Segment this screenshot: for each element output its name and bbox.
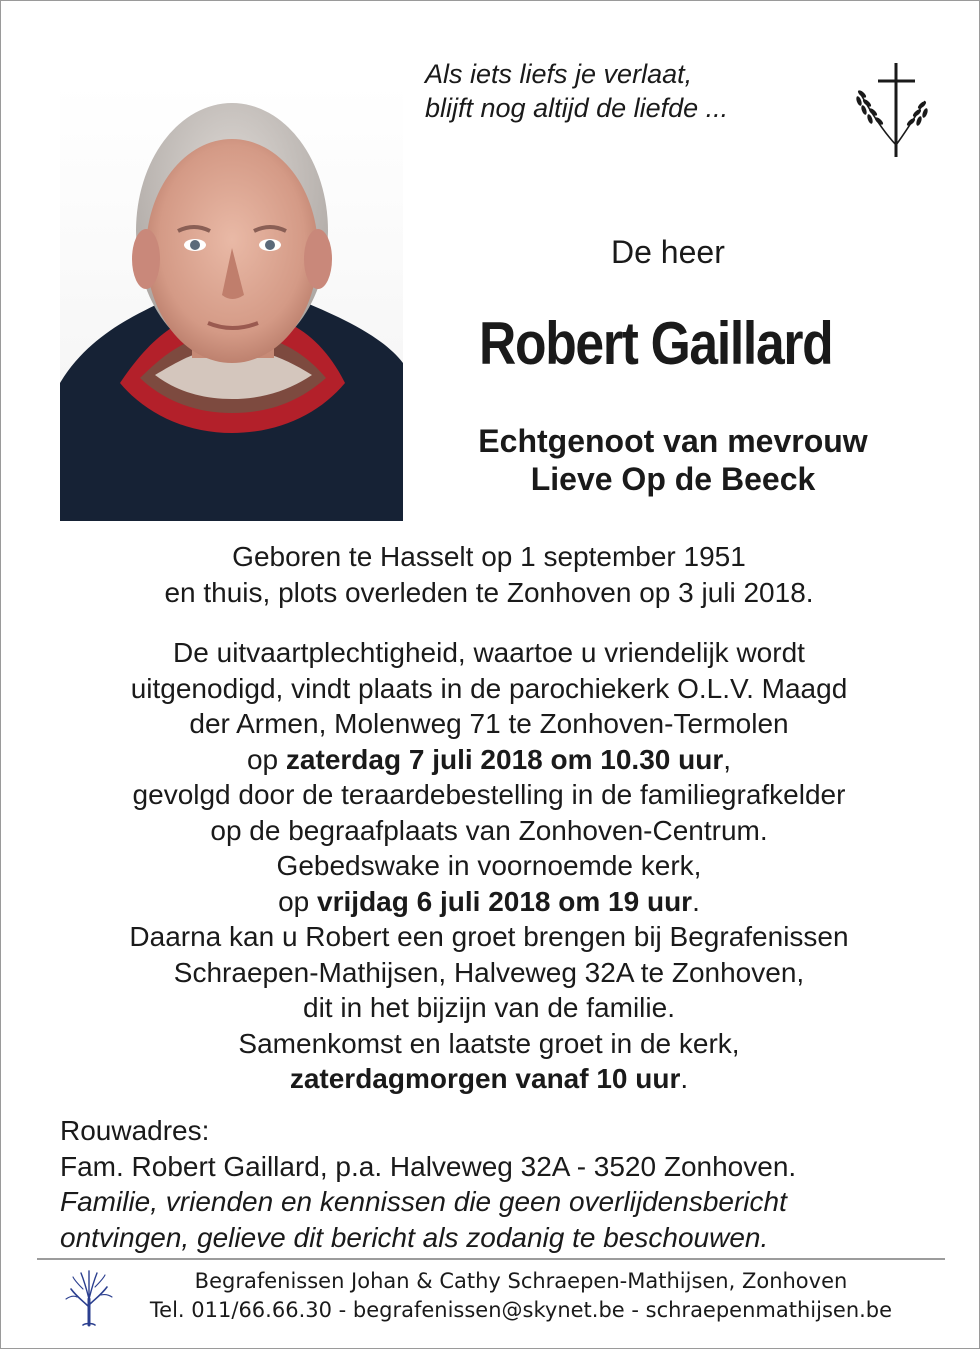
ceremony-line-13 — [41, 1061, 937, 1097]
tree-logo-icon — [63, 1267, 115, 1327]
footer-divider — [37, 1258, 945, 1260]
ceremony-line-11: dit in het bijzijn van de familie. — [303, 992, 675, 1023]
address-note-2: ontvingen, gelieve dit bericht als zodanig te beschouwen. — [60, 1221, 769, 1253]
ceremony-line-7: Gebedswake in voornoemde kerk, — [276, 850, 702, 881]
ceremony-line-3: der Armen, Molenweg 71 te Zonhoven-Termolen — [189, 708, 789, 739]
address-line: Fam. Robert Gaillard, p.a. Halveweg 32A - 3520 Zonhoven. — [60, 1150, 797, 1182]
funeral-home-contact: Tel. 011/66.66.30 - begrafenissen@skynet.be - schraepenmathijsen.be — [149, 1298, 893, 1322]
cross-with-wheat-icon — [853, 61, 933, 161]
ceremony-line-2: uitgenodigd, vindt plaats in de parochiekerk O.L.V. Maagd — [130, 672, 848, 704]
ceremony-line-12: Samenkomst en laatste groet in de kerk, — [238, 1027, 740, 1059]
address-label: Rouwadres: — [60, 1115, 210, 1146]
funeral-home-name: Begrafenissen Johan & Cathy Schraepen-Mathijsen, Zonhoven — [194, 1269, 848, 1293]
ceremony-line-8-pre: op — [278, 885, 318, 917]
gathering-time: zaterdagmorgen vanaf 10 uur — [289, 1063, 681, 1094]
quote-line-2: blijft nog altijd de liefde ... — [425, 93, 729, 123]
ceremony-line-8-post: . — [692, 885, 700, 917]
ceremony-line-13-post: . — [680, 1063, 689, 1094]
address-note-1: Familie, vrienden en kennissen die geen overlijdensbericht — [60, 1186, 787, 1217]
ceremony-line-4-pre: op — [246, 743, 286, 775]
ceremony-text — [41, 635, 937, 1097]
funeral-date: zaterdag 7 juli 2018 om 10.30 uur — [285, 743, 724, 775]
memorial-quote — [425, 57, 728, 125]
spouse-block — [441, 422, 905, 498]
ceremony-line-4-post: , — [723, 743, 731, 775]
portrait-photo — [60, 83, 403, 521]
quote-line-1: Als iets liefs je verlaat, — [425, 59, 693, 89]
birth-death-text — [41, 539, 937, 610]
ceremony-line-10: Schraepen-Mathijsen, Halveweg 32A te Zonhoven, — [173, 956, 805, 988]
ceremony-line-1: De uitvaartplechtigheid, waartoe u vriendelijk wordt — [173, 637, 805, 668]
honorific: De heer — [611, 234, 725, 270]
ceremony-line-8 — [41, 884, 937, 920]
ceremony-line-4 — [41, 742, 937, 778]
ceremony-line-5: gevolgd door de teraardebestelling in de familiegrafkelder — [132, 779, 846, 810]
deceased-name: Robert Gaillard — [479, 310, 833, 377]
birth-line: Geboren te Hasselt op 1 september 1951 — [232, 541, 746, 572]
death-line: en thuis, plots overleden te Zonhoven op 3 juli 2018. — [164, 576, 814, 608]
spouse-line-1: Echtgenoot van mevrouw — [478, 423, 868, 459]
ceremony-line-9: Daarna kan u Robert een groet brengen bij Begrafenissen — [129, 921, 849, 952]
mourning-address — [60, 1113, 796, 1255]
funeral-home-footer — [121, 1267, 921, 1325]
ceremony-line-6: op de begraafplaats van Zonhoven-Centrum. — [210, 814, 768, 846]
wake-date: vrijdag 6 juli 2018 om 19 uur — [317, 885, 693, 917]
spouse-line-2: Lieve Op de Beeck — [530, 461, 816, 497]
